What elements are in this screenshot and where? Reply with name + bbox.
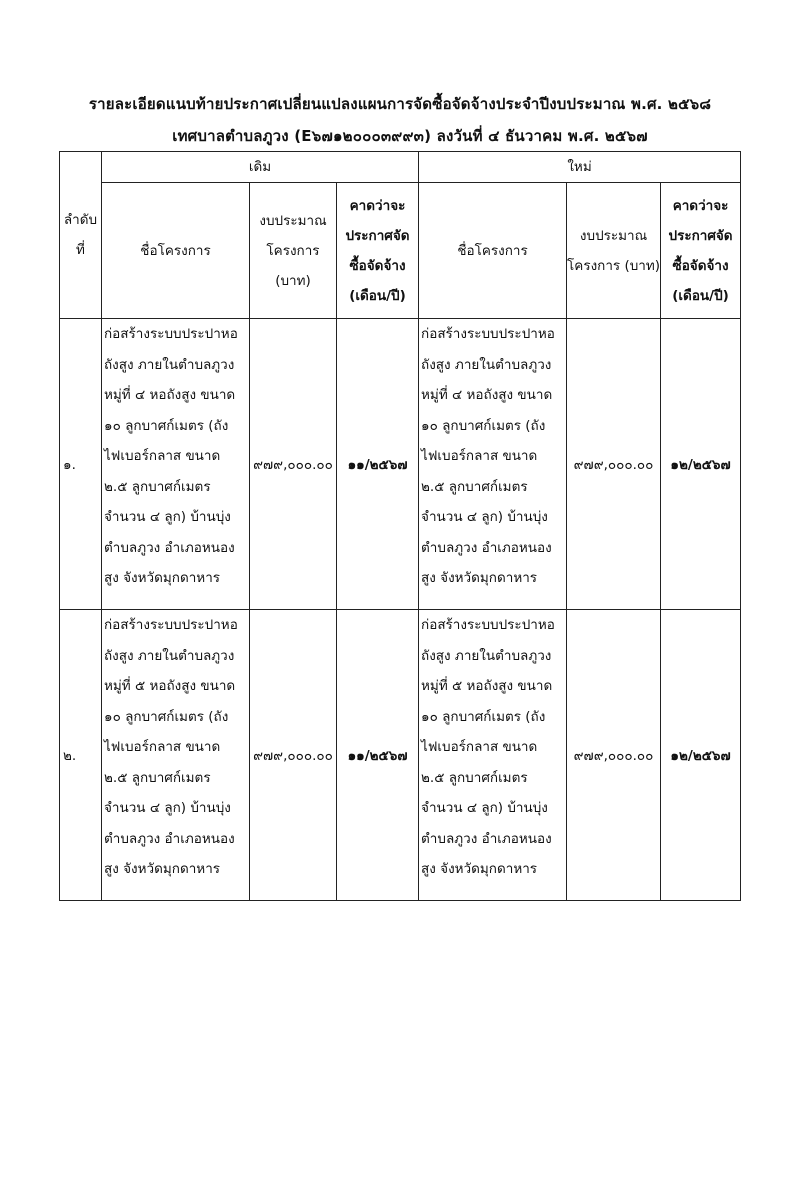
document-title: รายละเอียดแนบท้ายประกาศเปลี่ยนแปลงแผนการจัดซื้อจัดจ้างประจำปีงบประมาณ พ.ศ. ๒๕๖๘: [88, 95, 712, 113]
old-month: ๑๑/๒๕๖๗: [337, 319, 419, 610]
new-project-name: ก่อสร้างระบบประปาหอ ถังสูง ภายในตำบลภูวง หมู่ที่ ๕ หอถังสูง ขนาด ๑๐ ลูกบาศก์เมตร (ถัง ไฟเบอร์กลาส ขนาด ๒.๕ ลูกบาศก์เมตร จำนวน ๔ ลูก) บ้านบุ่ง ตำบลภูวง อำเภอหนอง สูง จังหวัดมุกดาหาร: [419, 610, 567, 901]
new-month: ๑๒/๒๕๖๗: [661, 610, 741, 901]
new-month-header: คาดว่าจะประกาศจัดซื้อจัดจ้าง (เดือน/ปี): [661, 183, 741, 319]
project-table: [59, 151, 741, 901]
index-header: ลำดับที่: [60, 152, 102, 319]
old-project-name: ก่อสร้างระบบประปาหอ ถังสูง ภายในตำบลภูวง หมู่ที่ ๔ หอถังสูง ขนาด ๑๐ ลูกบาศก์เมตร (ถัง ไฟเบอร์กลาส ขนาด ๒.๕ ลูกบาศก์เมตร จำนวน ๔ ลูก) บ้านบุ่ง ตำบลภูวง อำเภอหนอง สูง จังหวัดมุกดาหาร: [102, 319, 250, 610]
old-name-header: ชื่อโครงการ: [102, 183, 250, 319]
document-subtitle: เทศบาลตำบลภูวง (E๖๗๑๒๐๐๐๓๙๙๓) ลงวันที่ ๔ ธันวาคม พ.ศ. ๒๕๖๗: [172, 127, 648, 145]
old-budget: ๙๗๙,๐๐๐.๐๐: [250, 610, 337, 901]
row-index: ๒.: [60, 610, 102, 901]
new-name-header: ชื่อโครงการ: [419, 183, 567, 319]
old-month-header: คาดว่าจะประกาศจัดซื้อจัดจ้าง (เดือน/ปี): [337, 183, 419, 319]
old-project-name: ก่อสร้างระบบประปาหอ ถังสูง ภายในตำบลภูวง หมู่ที่ ๕ หอถังสูง ขนาด ๑๐ ลูกบาศก์เมตร (ถัง ไฟเบอร์กลาส ขนาด ๒.๕ ลูกบาศก์เมตร จำนวน ๔ ลูก) บ้านบุ่ง ตำบลภูวง อำเภอหนอง สูง จังหวัดมุกดาหาร: [102, 610, 250, 901]
old-month: ๑๑/๒๕๖๗: [337, 610, 419, 901]
new-group-header: ใหม่: [419, 152, 741, 183]
new-month: ๑๒/๒๕๖๗: [661, 319, 741, 610]
table-row: [60, 610, 741, 901]
new-budget-header: งบประมาณโครงการ (บาท): [567, 183, 661, 319]
old-group-header: เดิม: [102, 152, 419, 183]
table-row: [60, 319, 741, 610]
new-project-name: ก่อสร้างระบบประปาหอ ถังสูง ภายในตำบลภูวง หมู่ที่ ๔ หอถังสูง ขนาด ๑๐ ลูกบาศก์เมตร (ถัง ไฟเบอร์กลาส ขนาด ๒.๕ ลูกบาศก์เมตร จำนวน ๔ ลูก) บ้านบุ่ง ตำบลภูวง อำเภอหนอง สูง จังหวัดมุกดาหาร: [419, 319, 567, 610]
new-budget: ๙๗๙,๐๐๐.๐๐: [567, 319, 661, 610]
row-index: ๑.: [60, 319, 102, 610]
new-budget: ๙๗๙,๐๐๐.๐๐: [567, 610, 661, 901]
old-budget: ๙๗๙,๐๐๐.๐๐: [250, 319, 337, 610]
old-budget-header: งบประมาณโครงการ (บาท): [250, 183, 337, 319]
